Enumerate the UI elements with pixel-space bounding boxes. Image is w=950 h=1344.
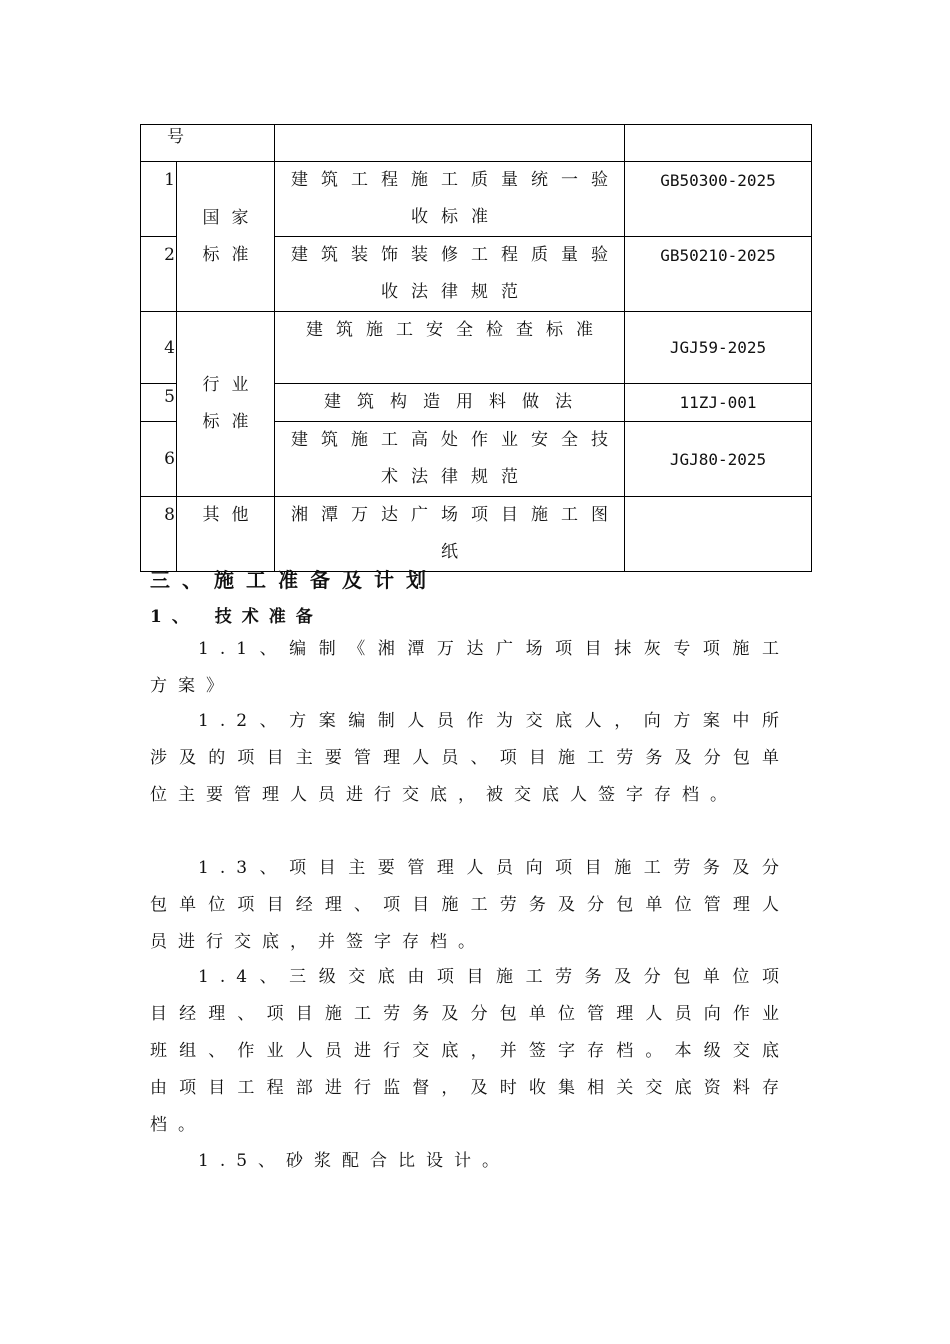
table-header-code — [625, 125, 812, 162]
paragraph: 1.3、项目主要管理人员向项目施工劳务及分包单位项目经理、项目施工劳务及分包单位管理人员进行交底，并签字存档。 — [150, 858, 790, 952]
standard-code: JGJ59-2025 — [669, 338, 767, 357]
paragraph: 1.4、三级交底由项目施工劳务及分包单位项目经理、项目施工劳务及分包单位管理人员向作业班组、作业人员进行交底，并签字存档。本级交底由项目工程部进行监督，及时收集相关交底资料存档。 — [150, 967, 790, 1135]
section-title: 三、施工准备及计划 — [150, 568, 438, 592]
paragraph: 1.1、编制《湘潭万达广场项目抹灰专项施工方案》 — [150, 639, 790, 696]
standard-code: JGJ80-2025 — [669, 449, 767, 469]
category-industry: 行业标准 — [202, 375, 261, 432]
standard-name: 建筑施工安全检查标准 — [306, 320, 606, 340]
standard-code: 11ZJ-001 — [679, 393, 757, 412]
row-number: 5 — [164, 387, 175, 407]
table-header-no: 号 — [141, 125, 275, 162]
standard-name: 建筑装饰装修工程质量验收法律规范 — [291, 245, 621, 302]
row-number: 6 — [164, 449, 175, 469]
table-header-name — [275, 125, 625, 162]
paragraph: 1.2、方案编制人员作为交底人，向方案中所涉及的项目主要管理人员、项目施工劳务及分包单位主要管理人员进行交底，被交底人签字存档。 — [150, 711, 790, 805]
standard-code: GB50300-2025 — [660, 171, 776, 190]
table-row — [141, 162, 812, 237]
table-row — [141, 497, 812, 572]
standard-name: 建筑构造用料做法 — [324, 392, 588, 412]
table-row — [141, 312, 812, 384]
row-number: 4 — [164, 337, 175, 358]
standard-name: 建筑施工高处作业安全技术法律规范 — [291, 430, 621, 487]
row-number: 8 — [164, 505, 175, 525]
category-national: 国家标准 — [202, 207, 261, 265]
paragraph: 1.5、砂浆配合比设计。 — [198, 1151, 511, 1171]
standards-table — [140, 124, 812, 572]
standard-code: GB50210-2025 — [660, 246, 776, 265]
standard-name: 湘潭万达广场项目施工图纸 — [291, 505, 621, 562]
subsection-title: 1、 技术准备 — [150, 607, 323, 627]
category-other: 其他 — [202, 505, 261, 525]
row-number: 2 — [164, 245, 175, 265]
table-header-row — [141, 125, 812, 162]
row-number: 1 — [164, 170, 175, 190]
standard-name: 建筑工程施工质量统一验收标准 — [291, 170, 621, 227]
